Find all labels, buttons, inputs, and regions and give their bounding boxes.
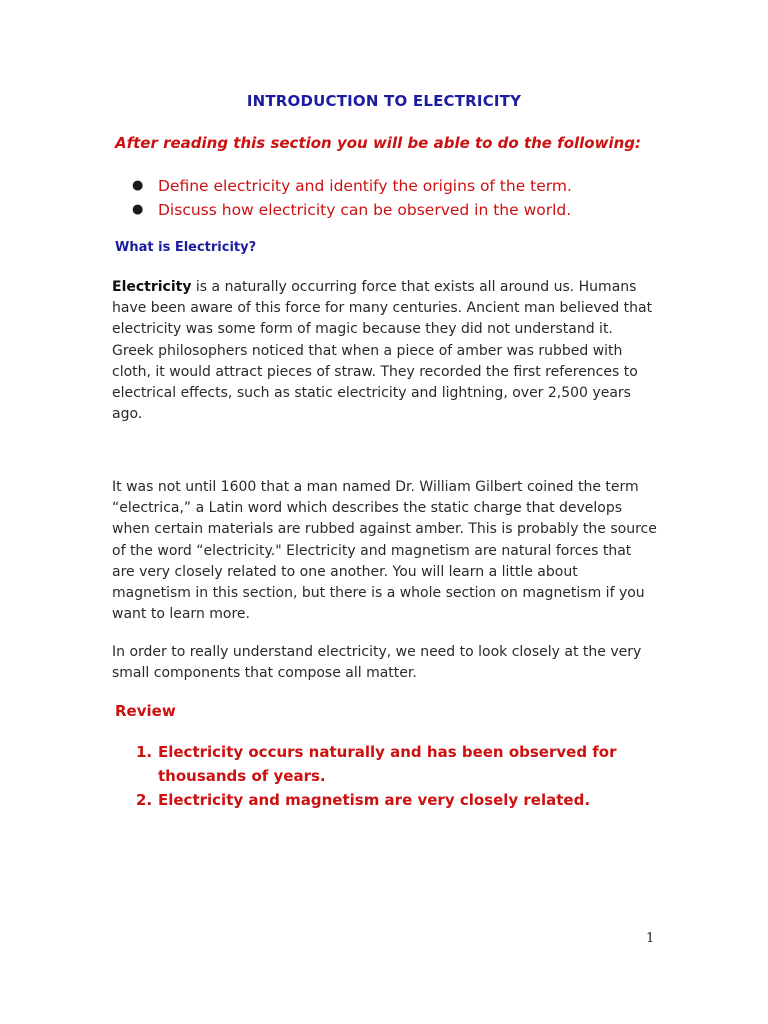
review-item <box>136 788 656 812</box>
review-item-number: 1. <box>136 743 153 761</box>
paragraph-what-is-electricity <box>112 277 657 425</box>
section-subheading: What is Electricity? <box>115 240 257 255</box>
paragraph-lead-term: Electricity <box>112 279 192 295</box>
paragraph-matter: In order to really understand electricity, we need to look closely at the very small components that compose all matter. <box>112 644 642 682</box>
page-number: 1 <box>646 931 655 946</box>
review-item-text: Electricity occurs naturally and has been observed for thousands of years. <box>158 743 617 785</box>
review-heading: Review <box>115 702 176 720</box>
review-list <box>136 740 656 812</box>
objective-text: Define electricity and identify the origins of the term. <box>158 177 572 195</box>
review-item <box>136 740 656 788</box>
paragraph-body: is a naturally occurring force that exists all around us. Humans have been aware of this force for many centuries. Ancient man believed that electricity was some form of magic because they did not understand it. Greek philosophers noticed that when a piece of amber was rubbed with cloth, it would attract pieces of straw. They recorded the first references to electrical effects, such as static electricity and lightning, over 2,500 years ago. <box>112 279 653 423</box>
review-item-number: 2. <box>136 791 153 809</box>
objective-text: Discuss how electricity can be observed in the world. <box>158 201 572 219</box>
learning-objectives-intro: After reading this section you will be able to do the following: <box>115 134 642 152</box>
objectives-list <box>132 174 692 222</box>
objective-item <box>132 198 692 222</box>
paragraph-history: It was not until 1600 that a man named Dr. William Gilbert coined the term “electrica,” a Latin word which describes the static charge that develops when certain materials are rubbed against amber. This is probably the source of the word “electricity." Electricity and magnetism are natural forces that are very closely related to one another. You will learn a little about magnetism in this section, but there is a whole section on magnetism if you want to learn more. <box>112 479 657 623</box>
bullet-icon: ● <box>132 202 144 217</box>
review-item-text: Electricity and magnetism are very closely related. <box>158 791 591 809</box>
bullet-icon: ● <box>132 178 144 193</box>
objective-item <box>132 174 692 198</box>
page-title: INTRODUCTION TO ELECTRICITY <box>246 92 522 110</box>
